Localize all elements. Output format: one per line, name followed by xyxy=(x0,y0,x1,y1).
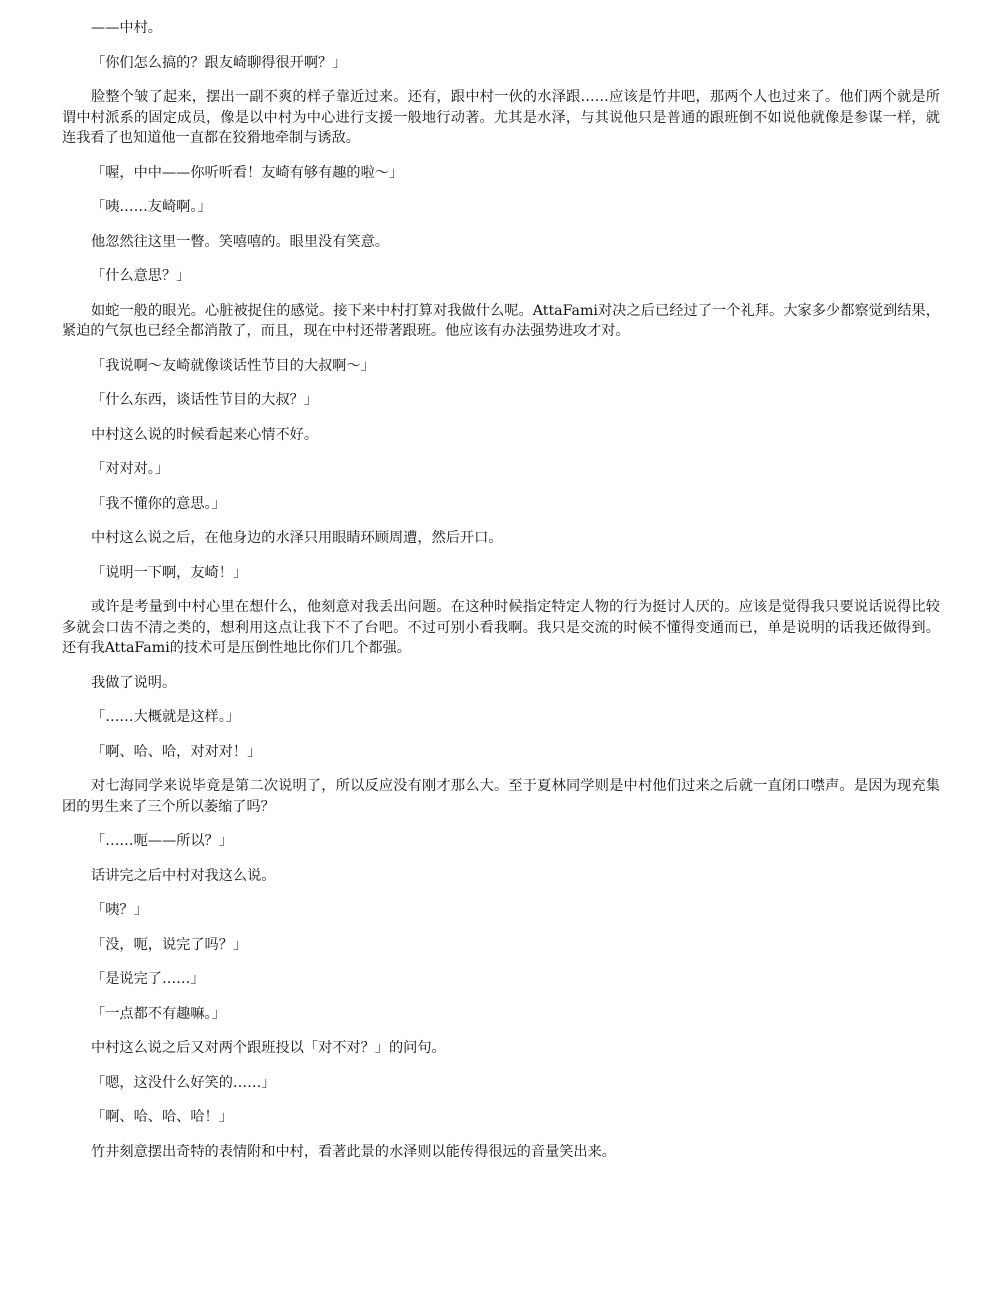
paragraph: 「……呃——所以？」 xyxy=(91,833,233,849)
paragraph: 我做了说明。 xyxy=(91,674,177,691)
paragraph: 「是说完了……」 xyxy=(91,971,205,987)
paragraph: 「啊、哈、哈、哈！」 xyxy=(91,1109,233,1125)
paragraph: 他忽然往这里一瞥。笑嘻嘻的。眼里没有笑意。 xyxy=(91,233,389,250)
paragraph: 如蛇一般的眼光。心脏被捉住的感觉。接下来中村打算对我做什么呢。AttaFami对决之后已经过了一个礼拜。大家多少都察觉到结果，紧迫的气氛也已经全都消散了，而且，现在中村还带著跟班。他应该有办法强势进攻才对。 xyxy=(62,302,940,339)
paragraph: ——中村。 xyxy=(91,20,162,36)
paragraph: 「一点都不有趣嘛。」 xyxy=(91,1005,226,1022)
paragraph: 「你们怎么搞的？跟友崎聊得很开啊？」 xyxy=(91,54,347,71)
paragraph: 中村这么说的时候看起来心情不好。 xyxy=(91,426,319,443)
paragraph: 「嗯，这没什么好笑的……」 xyxy=(91,1074,276,1091)
paragraph: 话讲完之后中村对我这么说。 xyxy=(91,867,276,884)
paragraph: 「说明一下啊，友崎！」 xyxy=(91,564,248,581)
paragraph: 对七海同学来说毕竟是第二次说明了，所以反应没有刚才那么大。至于夏林同学则是中村他们过来之后就一直闭口噤声。是因为现充集团的男生来了三个所以萎缩了吗？ xyxy=(62,778,940,815)
paragraph: 「什么意思？」 xyxy=(91,268,191,284)
paragraph: 脸整个皱了起来，摆出一副不爽的样子靠近过来。还有，跟中村一伙的水泽跟……应该是竹井吧，那两个人也过来了。他们两个就是所谓中村派系的固定成员，像是以中村为中心进行支援一般地行动著。尤其是水泽，与其说他只是普通的跟班倒不如说他就像是参谋一样，就连我看了也知道他一直都在狡猾地牵制与诱敌。 xyxy=(62,89,940,146)
paragraph: 「……大概就是这样。」 xyxy=(91,709,240,725)
paragraph: 「没，呃，说完了吗？」 xyxy=(91,936,248,953)
paragraph: 「我不懂你的意思。」 xyxy=(91,495,226,512)
paragraph: 「咦？」 xyxy=(91,902,148,918)
paragraph: 中村这么说之后又对两个跟班投以「对不对？」的问句。 xyxy=(91,1040,446,1056)
paragraph: 中村这么说之后，在他身边的水泽只用眼睛环顾周遭，然后开口。 xyxy=(91,530,503,546)
paragraph: 「咦……友崎啊。」 xyxy=(91,199,212,215)
paragraph: 「什么东西，谈话性节目的大叔？」 xyxy=(91,392,319,408)
paragraph: 「我说啊～友崎就像谈话性节目的大叔啊～」 xyxy=(91,357,375,374)
paragraph: 「对对对。」 xyxy=(91,461,170,477)
paragraph: 或许是考量到中村心里在想什么，他刻意对我丢出问题。在这种时候指定特定人物的行为挺讨人厌的。应该是觉得我只要说话说得比较多就会口齿不清之类的，想利用这点让我下不了台吧。不过可别小看我啊。我只是交流的时候不懂得变通而已，单是说明的话我还做得到。还有我AttaFami的技术可是压倒性地比你们几个都强。 xyxy=(62,599,940,656)
paragraph: 竹井刻意摆出奇特的表情附和中村，看著此景的水泽则以能传得很远的音量笑出来。 xyxy=(91,1143,616,1160)
paragraph: 「喔，中中——你听听看！友崎有够有趣的啦～」 xyxy=(91,164,404,181)
paragraph: 「啊、哈、哈，对对对！」 xyxy=(91,743,262,760)
